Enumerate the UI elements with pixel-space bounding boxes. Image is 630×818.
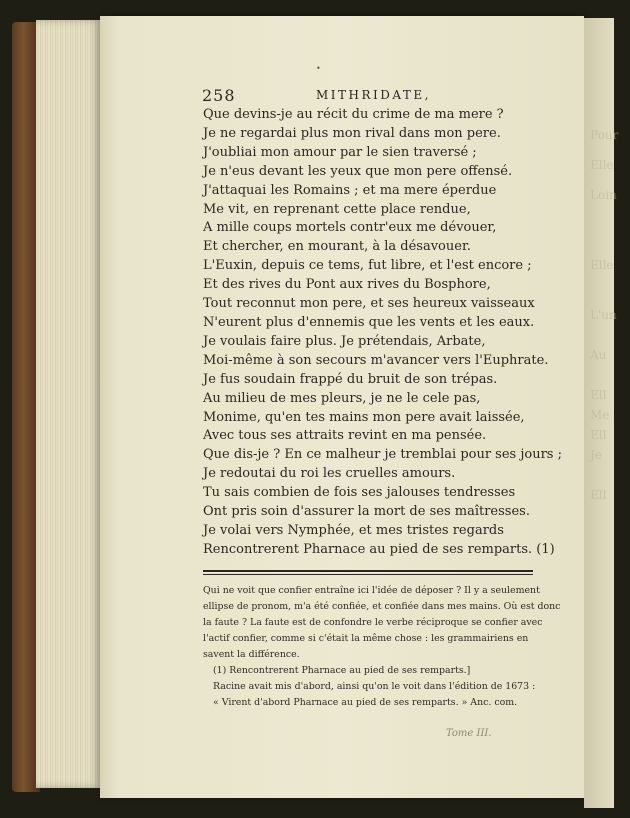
verse-line: J'attaquai les Romains ; et ma mere éperdue xyxy=(203,182,497,198)
footnotes xyxy=(203,583,561,711)
ghost-word: Elle xyxy=(590,258,614,272)
footnote-rule-thin xyxy=(203,574,533,575)
page-stack-edge xyxy=(36,20,102,788)
footnote-line: Racine avait mis d'abord, ainsi qu'on le voit dans l'édition de 1673 : xyxy=(213,681,536,692)
ghost-word: L'un xyxy=(590,308,617,322)
signature-mark: Tome III. xyxy=(446,728,492,739)
verse-line: Avec tous ses attraits revint en ma pensée. xyxy=(203,428,487,444)
ghost-word: Ell xyxy=(590,428,607,442)
ghost-word: Elle xyxy=(590,158,614,172)
facing-page-edge xyxy=(584,18,619,808)
verse-line: N'eurent plus d'ennemis que les vents et les eaux. xyxy=(203,314,535,330)
verse-line: Monime, qu'en tes mains mon pere avait laissée, xyxy=(203,409,525,425)
ghost-word: Ell xyxy=(590,388,607,402)
note-line: l'actif confier, comme si c'était la même chose : les grammairiens en xyxy=(203,633,529,644)
verse-line: Ont pris soin d'assurer la mort de ses maîtresses. xyxy=(203,504,530,520)
verse-line: Tout reconnut mon pere, et ses heureux vaisseaux xyxy=(203,296,535,312)
ghost-word: Pour xyxy=(590,128,619,142)
verse-line: Je ne regardai plus mon rival dans mon pere. xyxy=(203,125,501,141)
ghost-word: Me xyxy=(590,408,610,422)
verse-line: J'oubliai mon amour par le sien traversé ; xyxy=(203,144,477,160)
verse-line: Et des rives du Pont aux rives du Bosphore, xyxy=(203,277,491,293)
verse-line: Je volai vers Nymphée, et mes tristes regards xyxy=(203,522,504,538)
ghost-word: Loin xyxy=(590,188,617,202)
footnote-line: (1) Rencontrerent Pharnace au pied de ses remparts.] xyxy=(213,665,471,676)
verse-line: Me vit, en reprenant cette place rendue, xyxy=(203,201,471,217)
verse-line: A mille coups mortels contr'eux me dévouer, xyxy=(203,220,497,236)
verse-line: Moi-même à son secours m'avancer vers l'Euphrate. xyxy=(203,352,549,368)
verse-line: Je fus soudain frappé du bruit de son trépas. xyxy=(203,371,498,387)
ghost-word: Je xyxy=(590,448,602,462)
verse-line: Je n'eus devant les yeux que mon pere offensé. xyxy=(203,163,513,179)
ghost-word: Ell xyxy=(590,488,607,502)
running-head xyxy=(202,86,582,108)
verse-block xyxy=(203,106,562,560)
footnote-line: « Virent d'abord Pharnace au pied de ses remparts. » Anc. com. xyxy=(213,697,518,708)
verse-line: Au milieu de mes pleurs, je ne le cele pas, xyxy=(203,390,481,406)
verse-line: Tu sais combien de fois ses jalouses tendresses xyxy=(203,485,516,501)
ornament-mark: • xyxy=(316,64,321,73)
verse-line: L'Euxin, depuis ce tems, fut libre, et l'est encore ; xyxy=(203,258,532,274)
note-line: ellipse de pronom, m'a été confiée, et confiée dans mes mains. Où est donc xyxy=(203,601,561,612)
page-number: 258 xyxy=(202,86,236,105)
verse-line: Que dis-je ? En ce malheur je tremblai pour ses jours ; xyxy=(203,447,562,463)
ghost-word: Au xyxy=(590,348,607,362)
note-line: savent la différence. xyxy=(203,649,300,660)
running-title: MITHRIDATE, xyxy=(316,88,431,102)
verse-line: Et chercher, en mourant, à la désavouer. xyxy=(203,239,471,255)
verse-line: Que devins-je au récit du crime de ma mere ? xyxy=(203,107,504,122)
verse-line: Je redoutai du roi les cruelles amours. xyxy=(203,466,456,482)
footnote-rule xyxy=(203,570,533,572)
verse-line: Je voulais faire plus. Je prétendais, Arbate, xyxy=(203,333,486,349)
verse-line: Rencontrerent Pharnace au pied de ses remparts. (1) xyxy=(203,541,555,557)
note-line: la faute ? La faute est de confondre le verbe réciproque se confier avec xyxy=(203,617,543,628)
note-line: Qui ne voit que confier entraîne ici l'idée de déposer ? Il y a seulement xyxy=(203,585,540,596)
